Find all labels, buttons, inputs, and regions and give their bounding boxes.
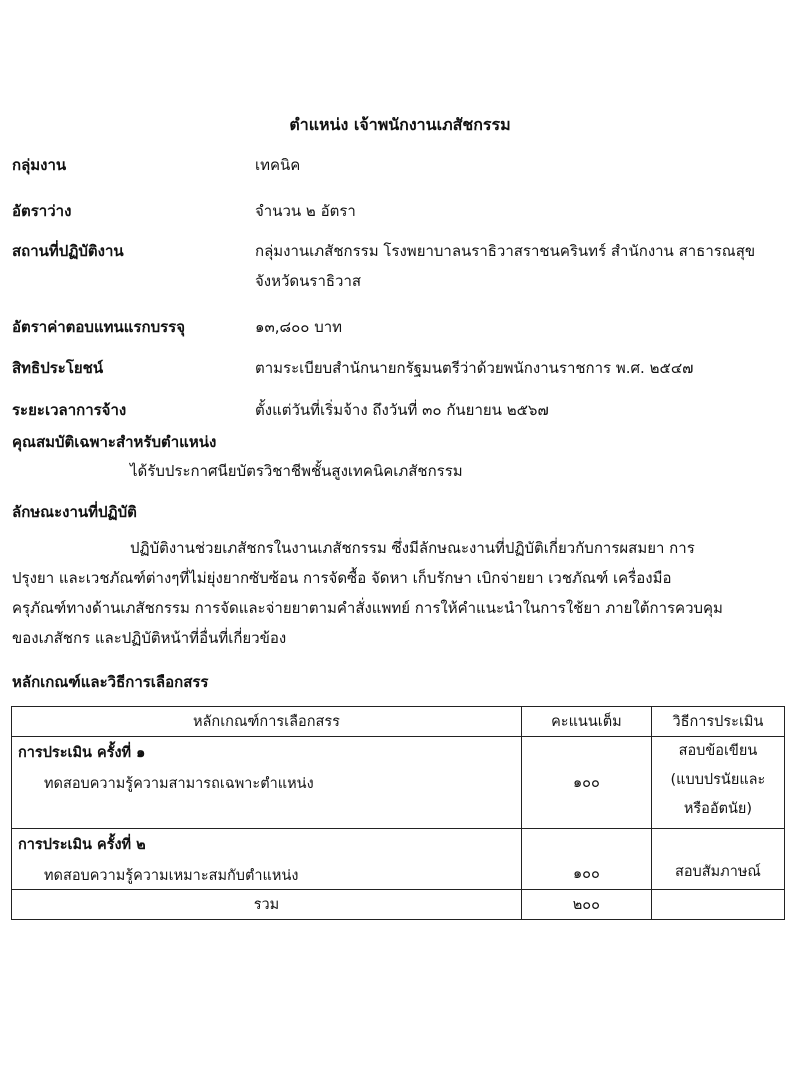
round-item: ทดสอบความรู้ความสามารถเฉพาะตำแหน่ง [44,776,314,792]
info-label: อัตราค่าตอบแทนแรกบรรจุ [12,318,185,336]
total-label: รวม [12,890,522,920]
table-row [12,737,785,829]
qualifications-text: ได้รับประกาศนียบัตรวิชาชีพชั้นสูงเทคนิคเภสัชกรรม [130,462,463,480]
duties-line: ของเภสัชกร และปฏิบัติหน้าที่อื่นที่เกี่ยวข้อง [12,629,287,647]
score-cell: ๑๐๐ [521,829,651,890]
method-cell [651,829,784,890]
duties-line: ปรุงยา และเวชภัณฑ์ต่างๆที่ไม่ยุ่งยากซับซ้อน การจัดซื้อ จัดหา เก็บรักษา เบิกจ่ายยา เวชภัณฑ์ เครื่องมือ [12,569,672,587]
info-value: ๑๓,๘๐๐ บาท [255,318,343,336]
info-value: เทคนิค [255,156,301,174]
info-value: ตั้งแต่วันที่เริ่มจ้าง ถึงวันที่ ๓๐ กันยายน ๒๕๖๗ [255,401,549,419]
method-line: สอบข้อเขียน [678,743,758,759]
table-header-row [12,707,785,737]
column-header: วิธีการประเมิน [651,707,784,737]
table-row [12,829,785,890]
info-label: กลุ่มงาน [12,156,67,174]
empty-cell [651,890,784,920]
round-title: การประเมิน ครั้งที่ ๒ [18,837,146,853]
info-label: สิทธิประโยชน์ [12,359,104,377]
info-value: จำนวน ๒ อัตรา [255,202,356,220]
total-score: ๒๐๐ [521,890,651,920]
duties-line: ปฏิบัติงานช่วยเภสัชกรในงานเภสัชกรรม ซึ่งมีลักษณะงานที่ปฏิบัติเกี่ยวกับการผสมยา การ [130,539,695,557]
round-title: การประเมิน ครั้งที่ ๑ [18,745,146,761]
round-cell [12,737,522,829]
info-value: ตามระเบียบสำนักนายกรัฐมนตรีว่าด้วยพนักงานราชการ พ.ศ. ๒๕๔๗ [255,359,694,377]
method-line: สอบสัมภาษณ์ [674,864,761,880]
criteria-heading: หลักเกณฑ์และวิธีการเลือกสรร [12,673,209,691]
round-cell [12,829,522,890]
criteria-table [11,706,785,920]
info-value: กลุ่มงานเภสัชกรรม โรงพยาบาลนราธิวาสราชนครินทร์ สำนักงาน สาธารณสุขจังหวัดนราธิวาส [255,242,756,290]
info-label: ระยะเวลาการจ้าง [12,401,127,419]
column-header: คะแนนเต็ม [521,707,651,737]
column-header: หลักเกณฑ์การเลือกสรร [12,707,522,737]
info-label: อัตราว่าง [12,202,72,220]
info-label: สถานที่ปฏิบัติงาน [12,242,124,260]
score-cell: ๑๐๐ [521,737,651,829]
method-line: (แบบปรนัยและ [670,772,766,788]
duties-heading: ลักษณะงานที่ปฏิบัติ [12,503,137,521]
method-line: หรืออัตนัย) [683,801,753,817]
round-item: ทดสอบความรู้ความเหมาะสมกับตำแหน่ง [44,868,299,884]
qualifications-heading: คุณสมบัติเฉพาะสำหรับตำแหน่ง [12,433,217,451]
method-cell [651,737,784,829]
table-total-row [12,890,785,920]
duties-line: ครุภัณฑ์ทางด้านเภสัชกรรม การจัดและจ่ายยาตามคำสั่งแพทย์ การให้คำแนะนำในการใช้ยา ภายใต้การควบคุม [12,599,723,617]
page-title: ตำแหน่ง เจ้าพนักงานเภสัชกรรม [289,115,511,134]
